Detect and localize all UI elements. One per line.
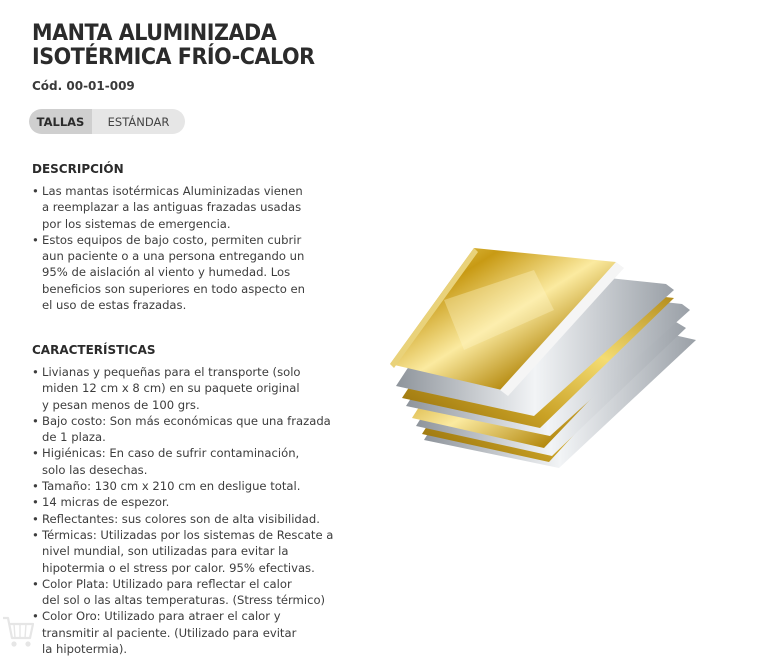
features-item-line: • Térmicas: Utilizadas por los sistemas de Rescate a xyxy=(42,527,334,542)
features-item-line: de 1 plaza. xyxy=(42,430,106,445)
description-item-line: aun paciente o a una persona entregando un xyxy=(42,249,305,264)
sizes-pill xyxy=(29,109,185,134)
product-code: Cód. 00-01-009 xyxy=(32,79,135,93)
features-item-line: y pesan menos de 100 grs. xyxy=(42,397,200,412)
description-item-line: a reemplazar a las antiguas frazadas usadas xyxy=(42,200,302,215)
features-list xyxy=(32,364,333,657)
shopping-cart-icon[interactable] xyxy=(0,610,34,650)
features-item xyxy=(32,478,333,494)
description-item-line: 95% de aislación al viento y humedad. Los xyxy=(42,265,291,280)
features-heading: CARACTERÍSTICAS xyxy=(32,343,156,357)
features-item xyxy=(32,445,333,478)
features-item-line: nivel mundial, son utilizadas para evitar la xyxy=(42,544,289,559)
features-item-line: solo las desechas. xyxy=(42,462,148,477)
features-item-line: hipotermia o el stress por calor. 95% efectivas. xyxy=(42,560,315,575)
description-item-line: por los sistemas de emergencia. xyxy=(42,216,231,231)
features-item-line: • Color Plata: Utilizado para reflectar el calor xyxy=(42,576,292,591)
product-title-line-1: MANTA ALUMINIZADA xyxy=(32,21,277,46)
description-heading: DESCRIPCIÓN xyxy=(32,162,124,176)
description-list xyxy=(32,183,305,313)
features-item-line: • Reflectantes: sus colores son de alta visibilidad. xyxy=(42,511,320,526)
description-item-line: beneficios son superiores en todo aspecto en xyxy=(42,281,305,296)
features-item-line: miden 12 cm x 8 cm) en su paquete original xyxy=(42,381,300,396)
description-item xyxy=(32,183,305,232)
features-item-line: la hipotermia). xyxy=(42,642,128,657)
product-image xyxy=(384,240,700,490)
features-item-line: • Livianas y pequeñas para el transporte (solo xyxy=(42,365,301,379)
description-item-line: el uso de estas frazadas. xyxy=(42,298,187,313)
features-item-line: • Tamaño: 130 cm x 210 cm en desligue total. xyxy=(42,479,301,494)
features-item-line: • Higiénicas: En caso de sufrir contaminación, xyxy=(42,446,300,461)
features-item-line: transmitir al paciente. (Utilizado para evitar xyxy=(42,625,297,640)
description-item-line: • Las mantas isotérmicas Aluminizadas vienen xyxy=(42,184,303,198)
sizes-value: ESTÁNDAR xyxy=(107,114,170,129)
description-item-line: • Estos equipos de bajo costo, permiten cubrir xyxy=(42,232,302,247)
product-title xyxy=(32,22,315,70)
features-item xyxy=(32,608,333,657)
features-item xyxy=(32,511,333,527)
features-item xyxy=(32,527,333,576)
features-item xyxy=(32,413,333,446)
product-title-line-2: ISOTÉRMICA FRÍO-CALOR xyxy=(32,45,315,70)
features-item-line: del sol o las altas temperaturas. (Stress térmico) xyxy=(42,593,326,608)
features-item-line: • Color Oro: Utilizado para atraer el calor y xyxy=(42,609,281,624)
description-item xyxy=(32,232,305,313)
features-item-line: • 14 micras de espezor. xyxy=(42,495,170,510)
sizes-label: TALLAS xyxy=(29,109,92,134)
features-item xyxy=(32,494,333,510)
features-item xyxy=(32,576,333,609)
features-item-line: • Bajo costo: Son más económicas que una frazada xyxy=(42,413,331,428)
features-item xyxy=(32,364,333,413)
